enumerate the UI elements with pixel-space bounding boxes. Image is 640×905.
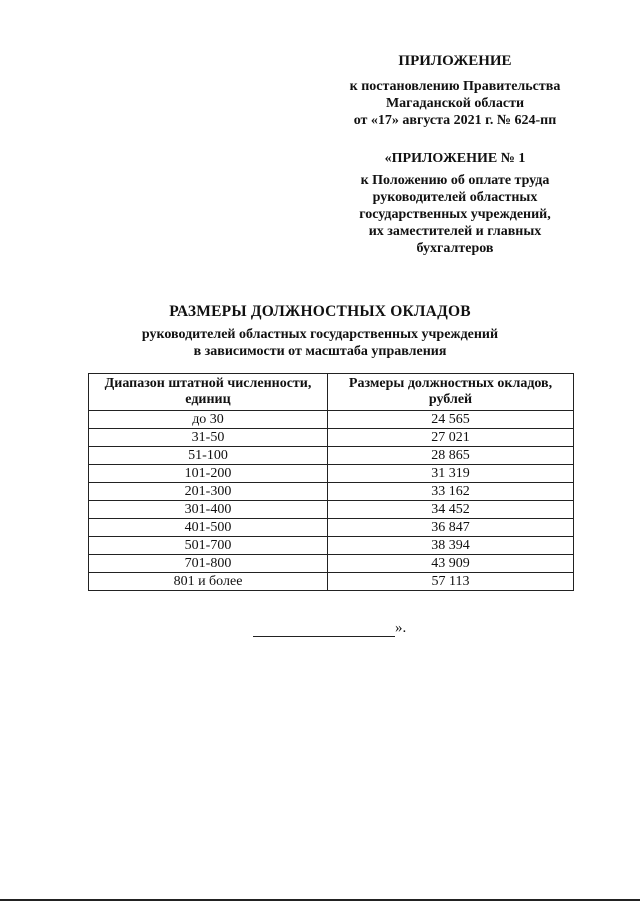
inner-annex-line: к Положению об оплате труда [360, 173, 550, 188]
table-row [89, 573, 574, 591]
table-row [89, 429, 574, 447]
staff-range-cell: 31-50 [89, 429, 328, 447]
table-row [89, 483, 574, 501]
staff-range-cell: 801 и более [89, 573, 328, 591]
salary-cell: 38 394 [328, 537, 574, 555]
salary-table [88, 373, 574, 591]
staff-range-cell: 701-800 [89, 555, 328, 573]
annex-line: Магаданской области [385, 96, 525, 111]
closing-underline [253, 622, 395, 637]
table-row [89, 519, 574, 537]
inner-annex-title [320, 150, 590, 167]
inner-annex-line: государственных учреждений, [359, 207, 551, 222]
salary-cell: 24 565 [328, 411, 574, 429]
subtitle-line: в зависимости от масштаба управления [193, 344, 447, 359]
table-row [89, 537, 574, 555]
page-bottom-rule [0, 899, 640, 901]
subtitle-line: руководителей областных государственных учреждений [141, 327, 499, 342]
staff-range-cell: 401-500 [89, 519, 328, 537]
staff-range-cell: 501-700 [89, 537, 328, 555]
salary-cell: 33 162 [328, 483, 574, 501]
inner-annex-reference [320, 172, 590, 257]
staff-range-cell: 51-100 [89, 447, 328, 465]
annex-reference [320, 78, 590, 129]
staff-range-cell: 301-400 [89, 501, 328, 519]
inner-annex-title-text: «ПРИЛОЖЕНИЕ № 1 [384, 151, 526, 166]
closing-mark [253, 620, 406, 637]
annex-title [320, 53, 590, 70]
header-staff-range-line1: Диапазон штатной численности, [104, 376, 312, 391]
salary-cell: 28 865 [328, 447, 574, 465]
header-staff-range [89, 374, 328, 411]
table-header-row [89, 374, 574, 411]
inner-annex-line: их заместителей и главных [368, 224, 542, 239]
annex-title-text: ПРИЛОЖЕНИЕ [398, 53, 512, 69]
header-staff-range-line2: единиц [185, 392, 231, 407]
inner-annex-line: руководителей областных [372, 190, 538, 205]
header-salary-line1: Размеры должностных окладов, [348, 376, 553, 391]
salary-cell: 34 452 [328, 501, 574, 519]
closing-quote: ». [395, 620, 407, 636]
table-row [89, 447, 574, 465]
salary-cell: 27 021 [328, 429, 574, 447]
staff-range-cell: до 30 [89, 411, 328, 429]
salary-cell: 36 847 [328, 519, 574, 537]
table-row [89, 411, 574, 429]
header-salary-line2: рублей [428, 392, 473, 407]
salary-cell: 57 113 [328, 573, 574, 591]
salary-cell: 43 909 [328, 555, 574, 573]
document-subtitle [0, 326, 640, 360]
annex-line: к постановлению Правительства [349, 79, 561, 94]
staff-range-cell: 101-200 [89, 465, 328, 483]
annex-line: от «17» августа 2021 г. № 624-пп [353, 113, 557, 128]
salary-cell: 31 319 [328, 465, 574, 483]
inner-annex-line: бухгалтеров [416, 241, 494, 256]
table-row [89, 555, 574, 573]
header-salary [328, 374, 574, 411]
staff-range-cell: 201-300 [89, 483, 328, 501]
table-row [89, 501, 574, 519]
document-title: РАЗМЕРЫ ДОЛЖНОСТНЫХ ОКЛАДОВ [169, 303, 471, 320]
table-row [89, 465, 574, 483]
